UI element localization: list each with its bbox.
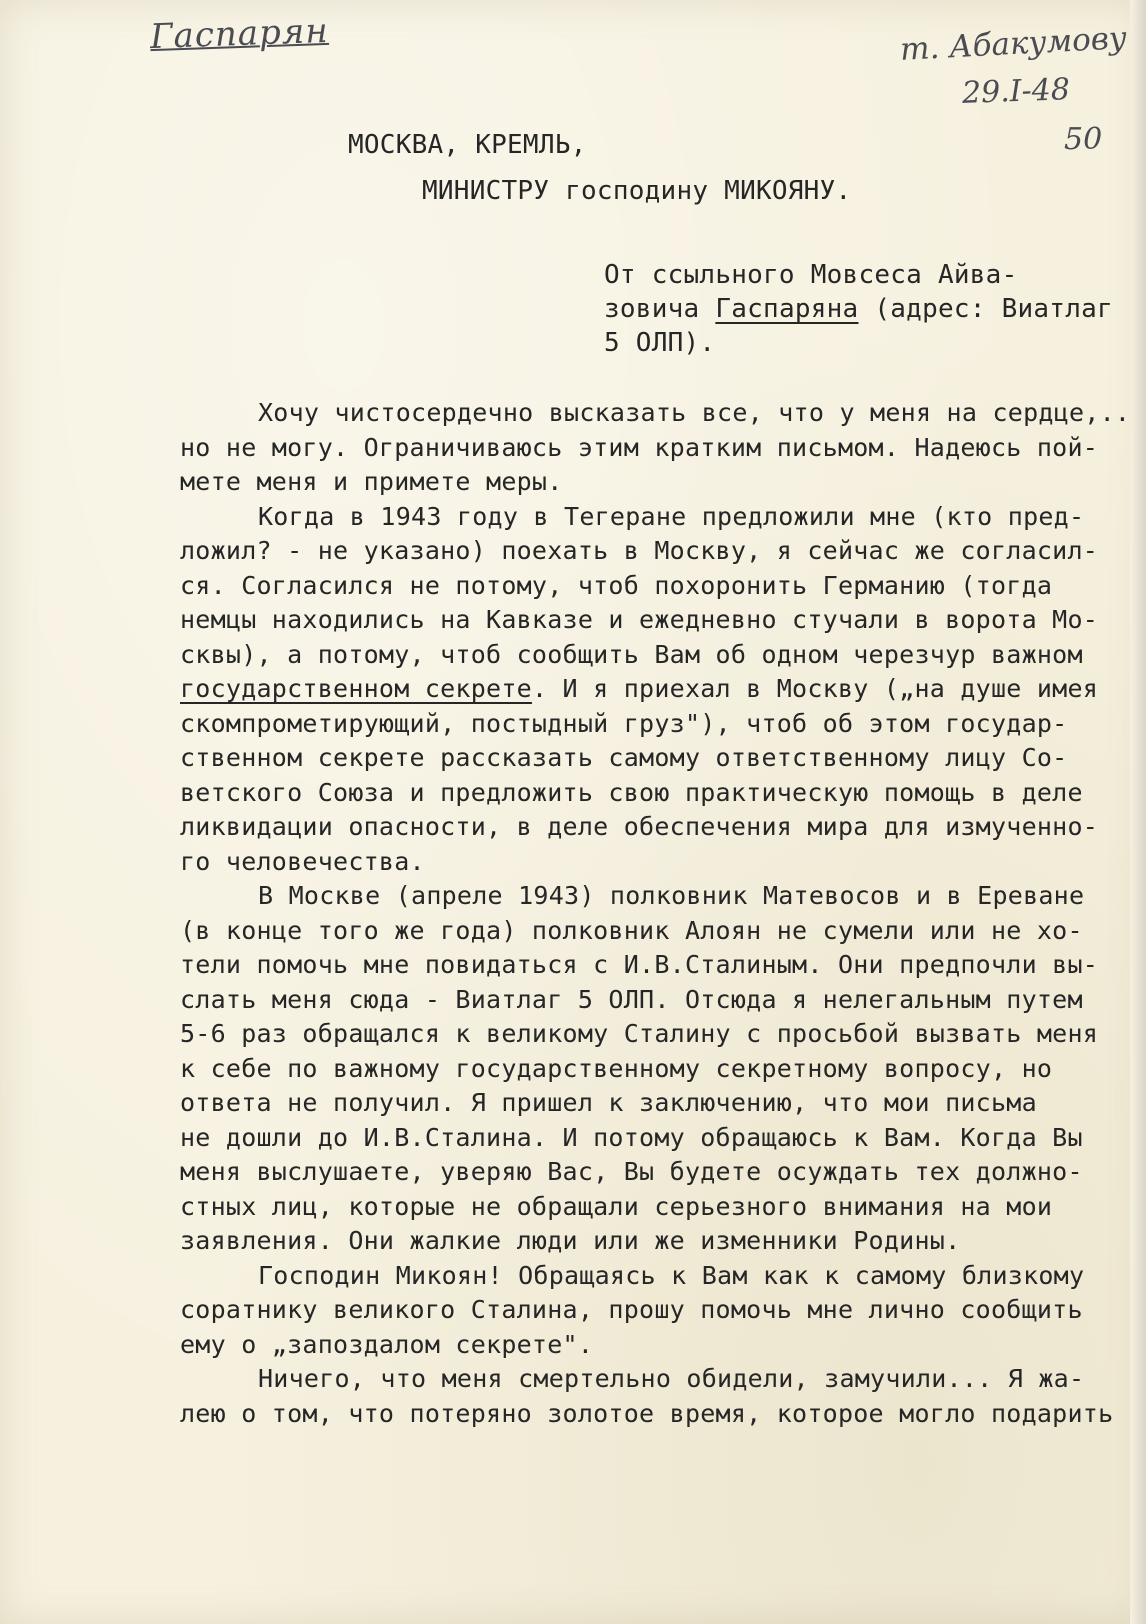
body-line: Ничего, что меня смертельно обидели, замучили... Я жа-	[258, 1364, 1085, 1393]
body-line: лею о том, что потеряно золотое время, которое могло подарить	[180, 1398, 1114, 1428]
sender-line-3: 5 ОЛП).	[604, 328, 716, 358]
handwritten-surname-note: Гаспарян	[149, 10, 330, 58]
body-line: ответа не получил. Я пришел к заключению, что мои письма	[180, 1088, 1037, 1117]
sender-line-2-suffix: (адрес: Виатлаг	[858, 294, 1113, 324]
body-line-rest: . И я приехал в Москву („на душе имея	[531, 674, 1099, 703]
body-line: ственном секрете рассказать самому ответственному лицу Со-	[180, 743, 1068, 772]
body-line: немцы находились на Кавказе и ежедневно стучали в ворота Мо-	[180, 605, 1099, 634]
body-line: но не могу. Ограничиваюсь этим кратким письмом. Надеюсь пой-	[180, 432, 1099, 462]
body-line: 5-6 раз обращался к великому Сталину с просьбой вызвать меня	[180, 1019, 1099, 1048]
sender-line-2	[604, 292, 1113, 326]
body-line: заявления. Они жалкие люди или же изменники Родины.	[180, 1226, 961, 1255]
handwritten-date: 29.I-48	[961, 72, 1071, 111]
sender-line-1: От ссыльного Мовсеса Айва-	[604, 260, 1018, 290]
body-line: не дошли до И.В.Сталина. И потому обращаюсь к Вам. Когда Вы	[180, 1122, 1083, 1152]
body-line: Хочу чистосердечно высказать все, что у меня на сердце,..	[258, 398, 1131, 427]
sender-block	[604, 258, 1113, 360]
body-line: стных лиц, которые не обращали серьезного внимания на мои	[180, 1191, 1053, 1221]
page-edge-shadow	[1130, 0, 1146, 1624]
body-line	[180, 672, 1120, 707]
body-line: В Москве (апреле 1943) полковник Матевосов и в Ереване	[258, 881, 1085, 910]
body-line: го человечества.	[180, 846, 425, 876]
body-line: ветского Союза и предложить свою практическую помощь в деле	[180, 777, 1083, 807]
underlined-state-secret: государственном секрете	[180, 674, 532, 703]
letter-body	[180, 396, 1131, 1431]
sender-line-2-prefix: зовича	[604, 294, 716, 324]
body-line: ликвидации опасности, в деле обеспечения мира для измученно-	[180, 812, 1099, 841]
address-line-2: МИНИСТРУ господину МИКОЯНУ.	[422, 176, 852, 206]
body-line: (в конце того же года) полковник Алоян не сумели или не хо-	[180, 915, 1083, 945]
body-line: сквы), а потому, чтоб сообщить Вам об одном черезчур важном	[180, 639, 1083, 669]
page-number: 50	[1064, 122, 1103, 157]
body-line: Господин Микоян! Обращаясь к Вам как к самому близкому	[258, 1260, 1085, 1290]
body-line: слать меня сюда - Виатлаг 5 ОЛП. Отсюда я нелегальным путем	[180, 984, 1083, 1014]
body-line: ся. Согласился не потому, чтоб похоронить Германию (тогда	[180, 570, 1053, 600]
body-line: меня выслушаете, уверяю Вас, Вы будете осуждать тех должно-	[180, 1157, 1083, 1186]
body-line: ему о „запоздалом секрете".	[180, 1329, 594, 1359]
handwritten-addressee-note: т. Абакумову	[899, 20, 1128, 68]
body-line: ложил? - не указано) поехать в Москву, я сейчас же согласил-	[180, 536, 1099, 565]
body-line: Когда в 1943 году в Тегеране предложили мне (кто пред-	[258, 501, 1085, 531]
body-line: мете меня и примете меры.	[180, 467, 563, 496]
body-line: скомпрометирующий, постыдный груз"), чтоб об этом государ-	[180, 708, 1068, 738]
address-line-1: МОСКВА, КРЕМЛЬ,	[348, 130, 587, 160]
body-line: соратнику великого Сталина, прошу помочь мне лично сообщить	[180, 1295, 1083, 1324]
sender-name-underlined: Гаспаряна	[715, 294, 859, 324]
body-line: тели помочь мне повидаться с И.В.Сталиным. Они предпочли вы-	[180, 950, 1099, 979]
body-line: к себе по важному государственному секретному вопросу, но	[180, 1053, 1053, 1083]
